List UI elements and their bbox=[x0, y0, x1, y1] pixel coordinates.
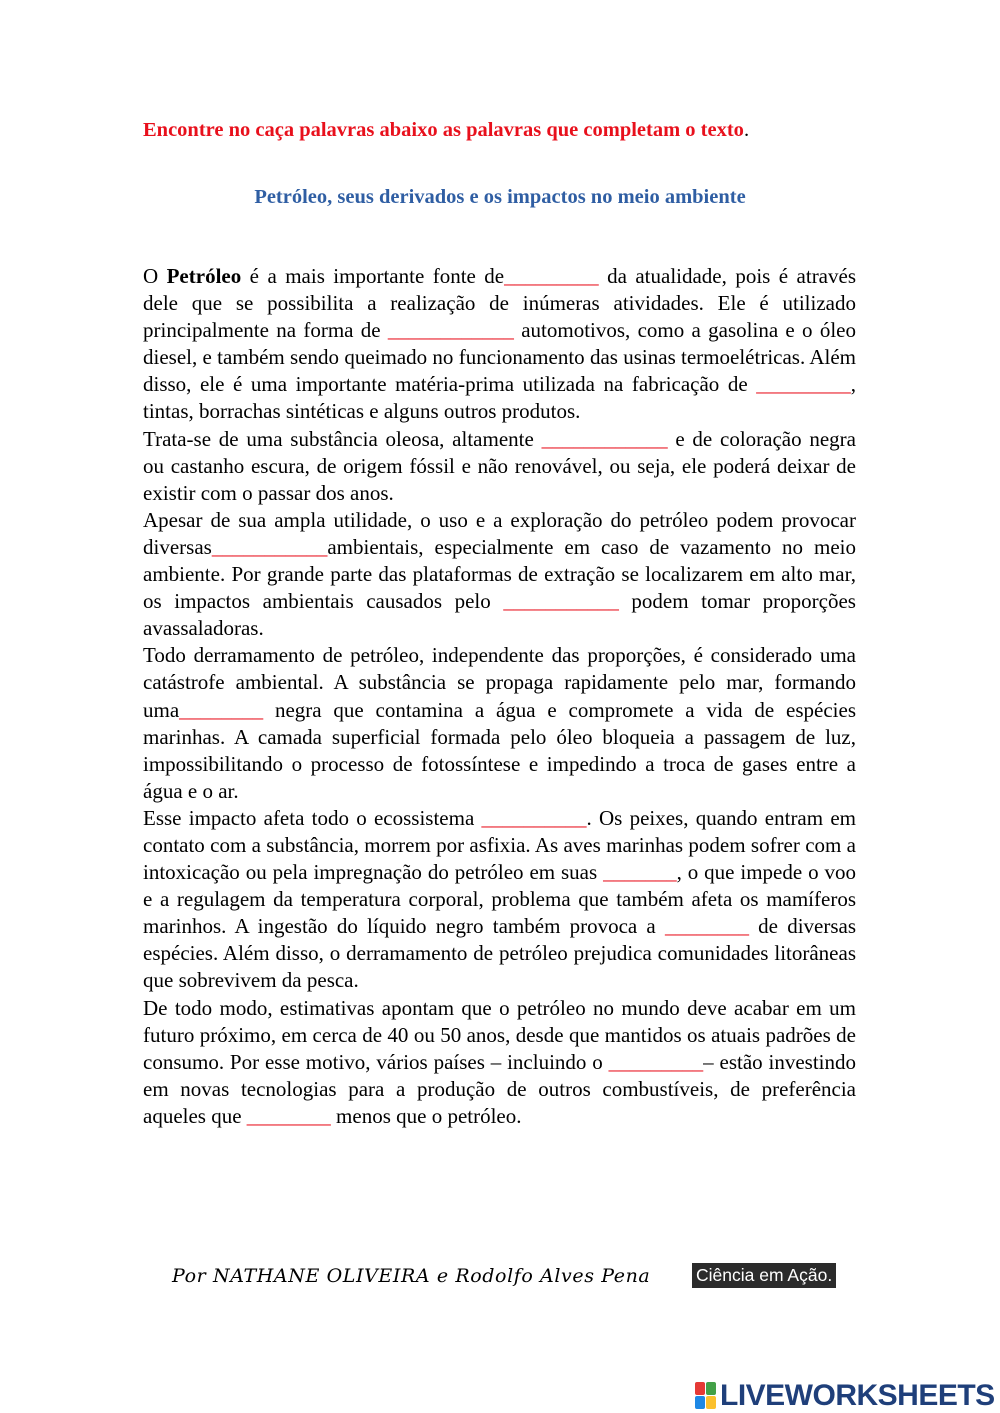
paragraph-1: O Petróleo é a mais importante fonte de_________ da atualidade, pois é através dele que se possibilita a realização de inúmeras atividades. Ele é utilizado principalmente na forma de ____________ automotivos, como a gasolina e o óleo diesel, e também sendo queimado no funcionamento das usinas termoelétricas. Além disso, ele é uma importante matéria-prima utilizada na fabricação de _________, tintas, borrachas sintéticas e alguns outros produtos. bbox=[143, 264, 856, 424]
answer-blank[interactable]: ________ bbox=[246, 1103, 331, 1128]
answer-blank[interactable]: ____________ bbox=[541, 426, 668, 451]
instruction-text: Encontre no caça palavras abaixo as palavras que completam o texto bbox=[143, 119, 744, 141]
instruction-heading bbox=[143, 119, 863, 142]
paragraph-6: De todo modo, estimativas apontam que o petróleo no mundo deve acabar em um futuro próximo, em cerca de 40 ou 50 anos, desde que mantidos os atuais padrões de consumo. Por esse motivo, vários países – incluindo o _________– estão investindo em novas tecnologias para a produção de outros combustíveis, de preferência aqueles que ________ menos que o petróleo. bbox=[143, 995, 856, 1128]
paragraph-5: Esse impacto afeta todo o ecossistema __________. Os peixes, quando entram em contato com a substância, morrem por asfixia. As aves marinhas podem sofrer com a intoxicação ou pela impregnação do petróleo em suas _______, o que impede o voo e a regulagem da temperatura corporal, problema que também afeta os mamíferos marinhos. A ingestão do líquido negro também provoca a ________ de diversas espécies. Além disso, o derramamento de petróleo prejudica comunidades litorâneas que sobrevivem da pesca. bbox=[143, 805, 857, 993]
paragraph-2: Trata-se de uma substância oleosa, altamente ____________ e de coloração negra ou castanho escura, de origem fóssil e não renovável, ou seja, ele poderá deixar de existir com o passar dos anos. bbox=[143, 426, 856, 505]
answer-blank[interactable]: ________ bbox=[664, 914, 749, 939]
source-label: Ciência em Ação. bbox=[692, 1263, 836, 1288]
paragraph-4: Todo derramamento de petróleo, independente das proporções, é considerado uma catástrofe ambiental. A substância se propaga rapidamente pelo mar, formando uma________ negra que contamina a água e compromete a vida de espécies marinhas. A camada superficial formada pelo óleo bloqueia a passagem de luz, impossibilitando o processo de fotossíntese e impedindo a troca de gases entre a água e o ar. bbox=[143, 643, 856, 803]
answer-blank[interactable]: ___________ bbox=[211, 534, 328, 559]
page-title: Petróleo, seus derivados e os impactos no meio ambiente bbox=[254, 186, 746, 208]
answer-blank[interactable]: ________ bbox=[179, 697, 264, 722]
answer-blank[interactable]: _________ bbox=[756, 372, 851, 397]
answer-blank[interactable]: __________ bbox=[481, 805, 587, 830]
body-text bbox=[143, 263, 856, 1130]
logo-wordmark: LIVEWORKSHEETS bbox=[720, 1379, 995, 1412]
answer-blank[interactable]: ___________ bbox=[503, 589, 619, 614]
bold-term: Petróleo bbox=[166, 264, 242, 288]
worksheet-logo-icon bbox=[695, 1382, 717, 1410]
paragraph-3: Apesar de sua ampla utilidade, o uso e a exploração do petróleo podem provocar diversas___________ambientais, especialmente em caso de vazamento no meio ambiente. Por grande parte das plataformas de extração se localizarem em alto mar, os impactos ambientais causados pelo ___________ podem tomar proporções avassaladoras. bbox=[143, 507, 856, 641]
author-credit: Por NATHANE OLIVEIRA e Rodolfo Alves Pena bbox=[172, 1265, 651, 1287]
liveworksheets-logo[interactable] bbox=[695, 1380, 995, 1412]
instruction-period: . bbox=[743, 119, 750, 141]
answer-blank[interactable]: _______ bbox=[603, 860, 677, 885]
answer-blank[interactable]: _________ bbox=[608, 1049, 704, 1074]
answer-blank[interactable]: _________ bbox=[504, 264, 599, 288]
answer-blank[interactable]: ____________ bbox=[387, 318, 514, 343]
